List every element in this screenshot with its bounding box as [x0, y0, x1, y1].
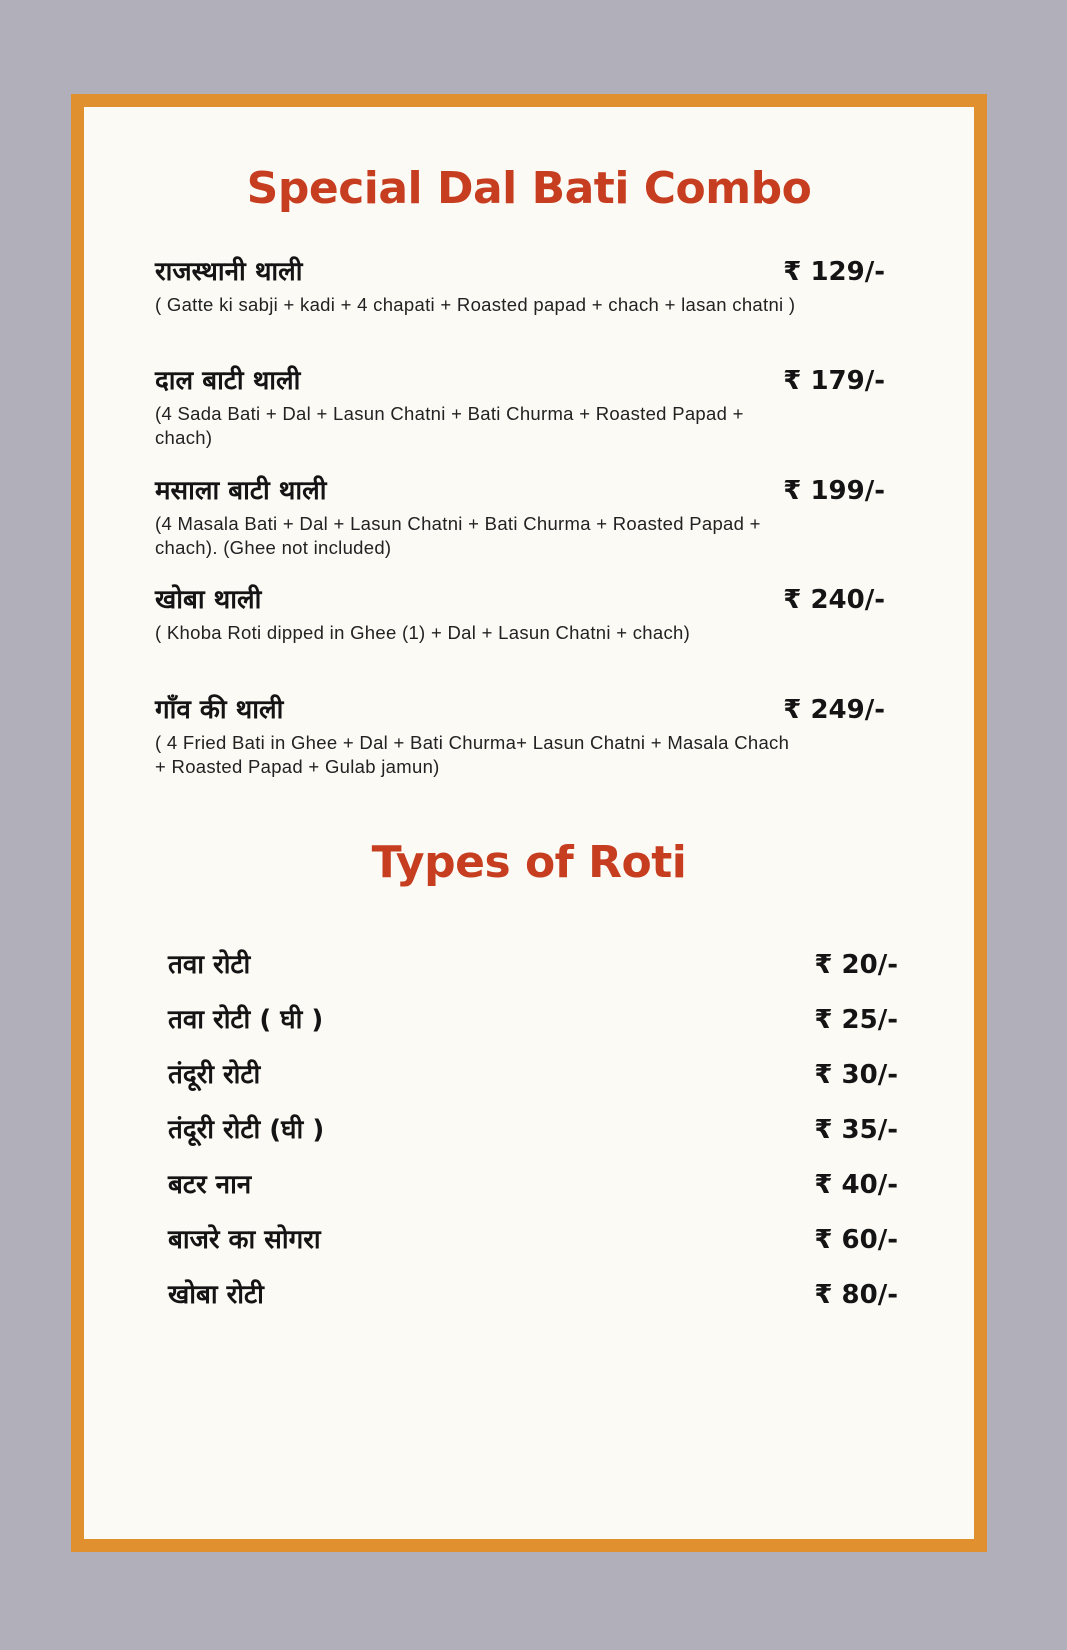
- roti-item-price: ₹ 60/-: [814, 1225, 898, 1255]
- roti-item-name: खोबा रोटी: [168, 1280, 264, 1310]
- roti-item-price: ₹ 30/-: [814, 1060, 898, 1090]
- combo-item-price: ₹ 129/-: [783, 257, 885, 287]
- roti-item: [168, 1275, 898, 1315]
- combo-item-name: दाल बाटी थाली: [155, 366, 301, 396]
- roti-item-price: ₹ 40/-: [814, 1170, 898, 1200]
- roti-item-price: ₹ 25/-: [814, 1005, 898, 1035]
- roti-item-price: ₹ 80/-: [814, 1280, 898, 1310]
- combo-item-name: खोबा थाली: [155, 585, 262, 615]
- roti-item: [168, 1165, 898, 1205]
- roti-item-price: ₹ 20/-: [814, 950, 898, 980]
- roti-item-name: बाजरे का सोगरा: [168, 1225, 321, 1255]
- roti-item: [168, 1000, 898, 1040]
- roti-item-name: तवा रोटी: [168, 950, 251, 980]
- roti-item: [168, 1220, 898, 1260]
- roti-item: [168, 945, 898, 985]
- combo-item-price: ₹ 249/-: [783, 695, 885, 725]
- combo-item: [155, 364, 885, 450]
- roti-section-title: Types of Roti: [371, 837, 687, 888]
- combo-item-price: ₹ 179/-: [783, 366, 885, 396]
- combo-item: [155, 583, 885, 645]
- combo-item-name: गाँव की थाली: [155, 695, 284, 725]
- combo-item-description: ( 4 Fried Bati in Ghee + Dal + Bati Churma+ Lasun Chatni + Masala Chach + Roasted Papad + Gulab jamun): [155, 732, 790, 777]
- roti-item-name: तंदूरी रोटी (घी ): [168, 1115, 325, 1145]
- combo-item-name: मसाला बाटी थाली: [155, 476, 327, 506]
- combo-item-description: (4 Masala Bati + Dal + Lasun Chatni + Bati Churma + Roasted Papad + chach). (Ghee not included): [155, 513, 761, 558]
- roti-item-price: ₹ 35/-: [814, 1115, 898, 1145]
- combo-item-description: ( Gatte ki sabji + kadi + 4 chapati + Roasted papad + chach + lasan chatni ): [155, 294, 796, 315]
- combo-item-name: राजस्थानी थाली: [155, 257, 303, 287]
- roti-item-name: बटर नान: [168, 1170, 252, 1200]
- combo-section-title: Special Dal Bati Combo: [246, 163, 812, 214]
- combo-item: [155, 474, 885, 560]
- menu-card: [71, 94, 987, 1552]
- roti-item: [168, 1110, 898, 1150]
- combo-item-description: (4 Sada Bati + Dal + Lasun Chatni + Bati Churma + Roasted Papad + chach): [155, 403, 744, 448]
- combo-item-description: ( Khoba Roti dipped in Ghee (1) + Dal + Lasun Chatni + chach): [155, 622, 691, 643]
- roti-item: [168, 1055, 898, 1095]
- combo-item: [155, 255, 885, 317]
- roti-item-name: तवा रोटी ( घी ): [168, 1005, 324, 1035]
- roti-item-name: तंदूरी रोटी: [168, 1060, 261, 1090]
- combo-item-price: ₹ 240/-: [783, 585, 885, 615]
- combo-item: [155, 693, 885, 779]
- combo-item-price: ₹ 199/-: [783, 476, 885, 506]
